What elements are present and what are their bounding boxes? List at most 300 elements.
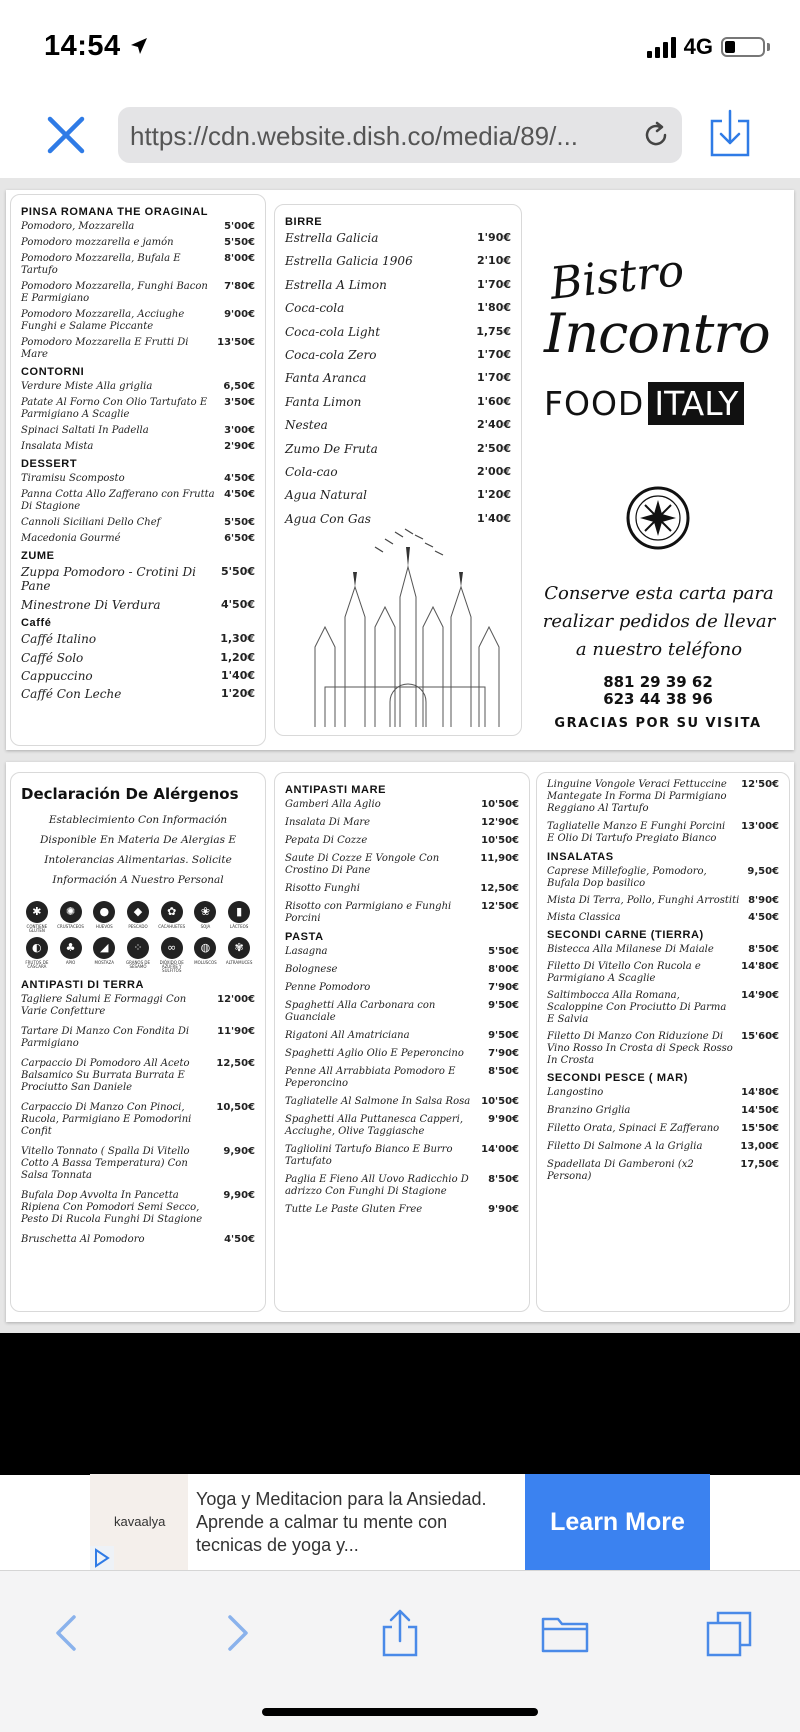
menu-item bbox=[285, 901, 519, 925]
section-title-antipasti-mare: ANTIPASTI MARE bbox=[285, 784, 387, 796]
brand-italy: ITALY bbox=[648, 382, 744, 425]
browser-toolbar bbox=[0, 95, 800, 175]
menu-item bbox=[21, 281, 255, 305]
menu-item-name: Spaghetti Alla Puttanesca Capperi, Acciughe, Olive Taggiasche bbox=[285, 1114, 464, 1137]
menu-item-price: 4'50€ bbox=[221, 597, 255, 611]
files-button[interactable] bbox=[540, 1609, 590, 1657]
menu-item bbox=[285, 465, 511, 479]
menu-item-name: Carpaccio Di Pomodoro All Aceto Balsamico Su Burrata Burrata E Prociutto San Daniele bbox=[21, 1057, 190, 1093]
list-birre bbox=[285, 231, 511, 526]
thanks-note: GRACIAS POR SU VISITA bbox=[554, 716, 762, 731]
close-icon bbox=[44, 113, 88, 157]
status-time: 14:54 bbox=[44, 30, 149, 63]
menu-panel-mare-pasta bbox=[274, 772, 530, 1312]
close-button[interactable] bbox=[44, 113, 88, 157]
learn-more-button[interactable]: Learn More bbox=[525, 1474, 710, 1570]
menu-item bbox=[285, 1174, 519, 1198]
menu-item bbox=[285, 835, 519, 847]
menu-item-name: Bufala Dop Avvolta In Pancetta Ripiena Con Pomodori Semi Secco, Pesto Di Rucola Funghi Di Stagione bbox=[21, 1189, 203, 1225]
menu-item-name: Lasagna bbox=[285, 946, 328, 957]
menu-item-price: 1'20€ bbox=[221, 687, 255, 701]
menu-item-name: Fanta Limon bbox=[285, 394, 362, 409]
menu-item-name: Paglia E Fieno All Uovo Radicchio D adrizzo Con Funghi Di Stagione bbox=[285, 1174, 469, 1197]
menu-item-price: 15'60€ bbox=[741, 1031, 779, 1042]
menu-item-price: 1'40€ bbox=[477, 511, 511, 525]
menu-item bbox=[547, 1031, 779, 1067]
menu-item bbox=[285, 488, 511, 502]
menu-item-name: Verdure Miste Alla griglia bbox=[21, 381, 153, 392]
menu-item bbox=[547, 912, 779, 924]
menu-panel-allergens bbox=[10, 772, 266, 1312]
menu-item-price: 1,30€ bbox=[220, 632, 255, 646]
menu-item bbox=[21, 687, 255, 701]
menu-item-price: 17,50€ bbox=[740, 1159, 779, 1170]
menu-item bbox=[547, 1123, 779, 1135]
menu-item-name: Gamberi Alla Aglio bbox=[285, 799, 381, 810]
menu-item bbox=[21, 517, 255, 529]
menu-item-name: Pomodoro Mozzarella, Acciughe Funghi e Salame Piccante bbox=[21, 309, 185, 332]
menu-item-name: Nestea bbox=[285, 418, 328, 433]
menu-item-name: Pomodoro Mozzarella, Funghi Bacon E Parmigiano bbox=[21, 281, 208, 304]
menu-item bbox=[285, 512, 511, 526]
list-dessert bbox=[21, 473, 255, 545]
menu-item-name: Spadellata Di Gamberoni (x2 Persona) bbox=[547, 1159, 694, 1182]
allergen-soy-icon: ❀ SOJA bbox=[190, 901, 222, 933]
brand-food-italy bbox=[544, 382, 744, 425]
menu-item-price: 3'50€ bbox=[224, 397, 255, 408]
menu-item-price: 3'00€ bbox=[224, 425, 255, 436]
status-bar bbox=[0, 0, 800, 90]
menu-item-name: Estrella A Limon bbox=[285, 277, 387, 292]
list-pinsa bbox=[21, 221, 255, 361]
menu-item bbox=[547, 821, 779, 845]
menu-item bbox=[285, 1048, 519, 1060]
menu-item-price: 14'50€ bbox=[741, 1105, 779, 1116]
brand-script-incontro: Incontro bbox=[544, 302, 770, 365]
menu-item-price: 4'50€ bbox=[224, 473, 255, 484]
menu-item-name: Minestrone Di Verdura bbox=[21, 597, 161, 612]
menu-item-name: Coca-cola bbox=[285, 301, 345, 316]
menu-item-price: 12,50€ bbox=[480, 883, 519, 894]
menu-item bbox=[21, 441, 255, 453]
allergens-text: Establecimiento Con Información Disponible En Materia De Alergias E Intolerancias Alimentarias. Solicite Información A Nuestro Personal bbox=[39, 814, 237, 886]
ad-logo[interactable] bbox=[90, 1474, 188, 1570]
allergen-mustard-icon: ◢ MOSTAZA bbox=[88, 937, 120, 973]
allergen-sulphite-icon: ∞ DIÓXIDO DE AZUFRE Y SULFITOS bbox=[156, 937, 188, 973]
section-title-pasta: PASTA bbox=[285, 931, 324, 943]
menu-item-price: 10,50€ bbox=[216, 1101, 255, 1113]
share-icon bbox=[376, 1609, 424, 1657]
menu-item-name: Tagliolini Tartufo Bianco E Burro Tartufato bbox=[285, 1144, 453, 1167]
back-button[interactable] bbox=[44, 1609, 92, 1657]
menu-item bbox=[285, 1204, 519, 1216]
menu-item-name: Saltimbocca Alla Romana, Scaloppine Con Prociutto Di Parma E Salvia bbox=[547, 990, 727, 1025]
menu-item-name: Pomodoro Mozzarella E Frutti Di Mare bbox=[21, 337, 189, 360]
menu-item-name: Panna Cotta Allo Zafferano con Frutta Di Stagione bbox=[21, 489, 215, 512]
folder-icon bbox=[540, 1609, 590, 1657]
menu-item bbox=[21, 337, 255, 361]
section-title-secondi-carne: SECONDI CARNE (TIERRA) bbox=[547, 929, 704, 941]
section-title-antipasti-terra: ANTIPASTI DI TERRA bbox=[21, 978, 145, 991]
menu-item-price: 8'50€ bbox=[488, 1066, 519, 1077]
menu-item-price: 8'50€ bbox=[488, 1174, 519, 1185]
takeaway-note: Conserve esta carta para realizar pedidos de llevar a nuestro teléfono bbox=[542, 583, 776, 660]
menu-item-price: 1'90€ bbox=[477, 231, 511, 244]
menu-item-price: 13'50€ bbox=[217, 337, 255, 348]
menu-item-name: Risotto con Parmigiano e Funghi Porcini bbox=[285, 901, 452, 924]
menu-item bbox=[21, 1026, 255, 1050]
menu-item-price: 6,50€ bbox=[223, 381, 255, 392]
menu-item-price: 1'80€ bbox=[477, 301, 511, 315]
document-viewer[interactable] bbox=[0, 178, 800, 1333]
menu-item-price: 11'90€ bbox=[217, 1025, 255, 1037]
menu-item-price: 5'50€ bbox=[224, 237, 255, 248]
section-title-zume: ZUME bbox=[21, 550, 55, 562]
menu-item-price: 9'50€ bbox=[488, 1030, 519, 1041]
list-secondi-pesce bbox=[547, 1087, 779, 1183]
download-icon bbox=[708, 107, 752, 159]
menu-item-price: 9'00€ bbox=[224, 309, 255, 320]
section-title-contorni: CONTORNI bbox=[21, 366, 85, 378]
signal-icon bbox=[647, 36, 676, 58]
menu-item bbox=[21, 632, 255, 646]
menu-item-name: Cannoli Siciliani Dello Chef bbox=[21, 517, 161, 528]
menu-item-price: 1,75€ bbox=[476, 324, 511, 338]
menu-item-name: Pomodoro mozzarella e jamón bbox=[21, 237, 174, 248]
menu-item-name: Spinaci Saltati In Padella bbox=[21, 425, 149, 436]
menu-item-price: 13'00€ bbox=[741, 821, 779, 832]
menu-item-price: 14'00€ bbox=[481, 1144, 519, 1155]
brand-panel bbox=[530, 194, 786, 746]
menu-item bbox=[547, 961, 779, 985]
menu-item bbox=[285, 301, 511, 315]
menu-item bbox=[547, 1159, 779, 1183]
menu-item-price: 12'50€ bbox=[481, 901, 519, 912]
menu-item-price: 10'50€ bbox=[481, 799, 519, 810]
menu-item-name: Cappuccino bbox=[21, 668, 93, 683]
menu-item bbox=[285, 231, 511, 245]
menu-item-name: Caffé Solo bbox=[21, 650, 84, 665]
menu-item bbox=[21, 237, 255, 249]
menu-panel-secondi bbox=[536, 772, 790, 1312]
allergen-sesame-icon: ⁘ GRANOS DE SÉSAMO bbox=[122, 937, 154, 973]
menu-item-price: 12'90€ bbox=[481, 817, 519, 828]
tabs-button[interactable] bbox=[704, 1609, 756, 1657]
menu-item bbox=[21, 221, 255, 233]
download-button[interactable] bbox=[708, 107, 752, 159]
menu-page-1 bbox=[6, 190, 794, 750]
section-title-dessert: DESSERT bbox=[21, 458, 78, 470]
menu-item-price: 1'20€ bbox=[477, 488, 511, 502]
menu-item bbox=[21, 1234, 255, 1246]
adchoices-icon[interactable] bbox=[90, 1546, 114, 1570]
menu-item-name: Linguine Vongole Veraci Fettuccine Mantegate In Forma Di Parmigiano Reggiano Al Tartufo bbox=[547, 779, 727, 814]
menu-item bbox=[547, 866, 779, 890]
menu-item-name: Risotto Funghi bbox=[285, 883, 360, 894]
menu-item-name: Tagliere Salumi E Formaggi Con Varie Confetture bbox=[21, 993, 187, 1017]
menu-item-name: Caffé Con Leche bbox=[21, 687, 122, 702]
section-title-secondi-pesce: SECONDI PESCE ( MAR) bbox=[547, 1072, 688, 1084]
battery-icon bbox=[721, 37, 765, 57]
menu-item-name: Caprese Millefoglie, Pomodoro, Bufala Dop basilico bbox=[547, 866, 707, 889]
menu-item-price: 1'60€ bbox=[477, 394, 511, 408]
url-field[interactable] bbox=[118, 107, 682, 163]
allergen-gluten-icon: ✱ CONTIENE GLUTEN bbox=[21, 901, 53, 933]
menu-item-price: 5'50€ bbox=[488, 946, 519, 957]
section-title-pinsa: PINSA ROMANA THE ORAGINAL bbox=[21, 206, 209, 218]
list-specials bbox=[547, 779, 779, 845]
menu-item-name: Coca-cola Zero bbox=[285, 347, 377, 362]
allergen-mollusc-icon: ◍ MOLUSCOS bbox=[190, 937, 222, 973]
menu-item-name: Caffé Italino bbox=[21, 632, 97, 647]
milan-cathedral-illustration bbox=[305, 527, 505, 727]
menu-item bbox=[285, 853, 519, 877]
allergen-icons-grid bbox=[21, 901, 255, 973]
menu-item-name: Filetto Di Salmone A la Griglia bbox=[547, 1141, 703, 1152]
location-arrow-icon bbox=[129, 36, 149, 56]
list-contorni bbox=[21, 381, 255, 453]
menu-item bbox=[21, 994, 255, 1018]
menu-item-price: 1'40€ bbox=[221, 668, 255, 682]
menu-item-name: Penne All Arrabbiata Pomodoro E Peperoncino bbox=[285, 1066, 456, 1089]
ad-text[interactable]: Yoga y Meditacion para la Ansiedad. Aprende a calmar tu mente con tecnicas de yoga y... bbox=[196, 1489, 487, 1556]
menu-item bbox=[21, 425, 255, 437]
menu-item-price: 2'90€ bbox=[224, 441, 255, 452]
menu-item-price: 2'50€ bbox=[477, 441, 511, 455]
menu-item-price: 13,00€ bbox=[740, 1141, 779, 1152]
menu-item-name: Tutte Le Paste Gluten Free bbox=[285, 1204, 423, 1215]
url-text: https://cdn.website.dish.co/media/89/... bbox=[130, 121, 579, 151]
ad-brand: kavaalya bbox=[114, 1514, 166, 1529]
menu-item-name: Fanta Aranca bbox=[285, 371, 367, 386]
allergen-milk-icon: ▮ LÁCTEOS bbox=[223, 901, 255, 933]
menu-item-price: 15'50€ bbox=[741, 1123, 779, 1134]
menu-item-name: Rigatoni All Amatriciana bbox=[285, 1030, 410, 1041]
menu-item bbox=[285, 982, 519, 994]
menu-item-price: 6'50€ bbox=[224, 533, 255, 544]
battery-tip bbox=[767, 43, 770, 51]
menu-item-name: Spaghetti Alla Carbonara con Guanciale bbox=[285, 1000, 436, 1023]
allergen-celery-icon: ♣ APIO bbox=[55, 937, 87, 973]
menu-item-price: 9'90€ bbox=[488, 1114, 519, 1125]
menu-item-price: 9,90€ bbox=[223, 1189, 255, 1201]
reload-button[interactable] bbox=[640, 119, 672, 151]
menu-item bbox=[285, 1030, 519, 1042]
menu-item-price: 8'90€ bbox=[748, 895, 779, 906]
menu-item bbox=[21, 565, 255, 594]
menu-item bbox=[21, 669, 255, 683]
menu-item-name: Mista Classica bbox=[547, 912, 621, 923]
menu-item bbox=[21, 1190, 255, 1226]
menu-item-price: 1'70€ bbox=[477, 371, 511, 385]
allergen-crustacean-icon: ✺ CRUSTACEOS bbox=[55, 901, 87, 933]
menu-item-name: Penne Pomodoro bbox=[285, 982, 371, 993]
allergen-lupin-icon: ✾ ALTRAMUCES bbox=[223, 937, 255, 973]
viewer-background bbox=[0, 1333, 800, 1475]
menu-item bbox=[21, 397, 255, 421]
menu-item-price: 12,50€ bbox=[216, 1057, 255, 1069]
menu-item bbox=[547, 1105, 779, 1117]
menu-item-name: Bruschetta Al Pomodoro bbox=[21, 1233, 145, 1245]
section-title-birre: BIRRE bbox=[285, 216, 323, 228]
menu-item-price: 5'50€ bbox=[221, 565, 255, 578]
menu-item bbox=[21, 1146, 255, 1182]
menu-item-price: 1,20€ bbox=[220, 650, 255, 664]
menu-item-price: 7'90€ bbox=[488, 1048, 519, 1059]
menu-item bbox=[285, 1066, 519, 1090]
menu-item-name: Vitello Tonnato ( Spalla Di Vitello Cotto A Bassa Temperatura) Con Salsa Tonnata bbox=[21, 1145, 190, 1181]
menu-item-price: 9'50€ bbox=[488, 1000, 519, 1011]
menu-item-name: Pomodoro Mozzarella, Bufala E Tartufo bbox=[21, 253, 181, 276]
menu-page-2 bbox=[6, 762, 794, 1322]
menu-item bbox=[285, 1096, 519, 1108]
menu-item-price: 14'80€ bbox=[741, 961, 779, 972]
menu-item bbox=[285, 817, 519, 829]
menu-item-name: Zuppa Pomodoro - Crotini Di Pane bbox=[21, 565, 197, 594]
menu-item-name: Estrella Galicia 1906 bbox=[285, 254, 413, 269]
menu-item-name: Tartare Di Manzo Con Fondita Di Parmigiano bbox=[21, 1025, 190, 1049]
network-type: 4G bbox=[683, 34, 713, 59]
menu-item bbox=[547, 779, 779, 815]
menu-item-price: 12'00€ bbox=[217, 993, 255, 1005]
allergen-fish-icon: ◆ PESCADO bbox=[122, 901, 154, 933]
menu-item-name: Mista Di Terra, Pollo, Funghi Arrostiti bbox=[547, 895, 740, 906]
menu-item bbox=[21, 489, 255, 513]
menu-item-name: Agua Con Gas bbox=[285, 511, 371, 526]
menu-item-price: 4'50€ bbox=[224, 1233, 255, 1245]
menu-item-name: Insalata Di Mare bbox=[285, 817, 371, 828]
list-antipasti-terra bbox=[21, 994, 255, 1246]
menu-item bbox=[285, 799, 519, 811]
menu-item bbox=[285, 371, 511, 385]
menu-item-price: 12'50€ bbox=[741, 779, 779, 790]
menu-item-price: 4'50€ bbox=[224, 489, 255, 500]
menu-item-name: Branzino Griglia bbox=[547, 1105, 631, 1116]
allergens-title: Declaración De Alérgenos bbox=[21, 785, 239, 803]
menu-item bbox=[547, 1087, 779, 1099]
phone-numbers bbox=[530, 674, 786, 709]
menu-item-name: Tagliatelle Manzo E Funghi Porcini E Olio Di Tartufo Pregiato Bianco bbox=[547, 821, 726, 844]
menu-item-name: Zumo De Fruta bbox=[285, 441, 378, 456]
menu-item-name: Tiramisu Scomposto bbox=[21, 473, 125, 484]
menu-item bbox=[285, 278, 511, 292]
menu-item bbox=[285, 418, 511, 432]
menu-item-price: 10'50€ bbox=[481, 1096, 519, 1107]
menu-item bbox=[21, 253, 255, 277]
seal-logo-icon bbox=[626, 486, 690, 550]
menu-item bbox=[21, 598, 255, 612]
menu-item-price: 8'00€ bbox=[488, 964, 519, 975]
reload-icon bbox=[640, 119, 672, 151]
menu-item-price: 10'50€ bbox=[481, 835, 519, 846]
list-secondi-carne bbox=[547, 944, 779, 1067]
menu-item-name: Saute Di Cozze E Vongole Con Crostino Di Pane bbox=[285, 853, 440, 876]
menu-item-name: Macedonia Gourmé bbox=[21, 533, 121, 544]
menu-item-price: 5'00€ bbox=[224, 221, 255, 232]
menu-item-name: Carpaccio Di Manzo Con Pinoci, Rucola, Parmigiano E Pomodorini Confit bbox=[21, 1101, 192, 1137]
chevron-left-icon bbox=[44, 1609, 92, 1657]
allergen-nuts-icon: ◐ FRUTOS DE CÁSCARA bbox=[21, 937, 53, 973]
menu-item-price: 9'90€ bbox=[488, 1204, 519, 1215]
menu-item-price: 14'80€ bbox=[741, 1087, 779, 1098]
menu-item-name: Estrella Galicia bbox=[285, 231, 379, 245]
menu-item-price: 7'80€ bbox=[224, 281, 255, 292]
list-zume bbox=[21, 565, 255, 612]
brand-food: FOOD bbox=[544, 384, 645, 423]
menu-item-name: Patate Al Forno Con Olio Tartufato E Parmigiano A Scaglie bbox=[21, 397, 208, 420]
menu-item-price: 5'50€ bbox=[224, 517, 255, 528]
brand-script-bistro: Bistro bbox=[547, 245, 687, 310]
section-title-insalate: INSALATAS bbox=[547, 851, 614, 863]
menu-item-name: Bistecca Alla Milanese Di Maiale bbox=[547, 944, 714, 955]
menu-item bbox=[285, 946, 519, 958]
menu-item-name: Pomodoro, Mozzarella bbox=[21, 221, 135, 232]
forward-button[interactable] bbox=[212, 1609, 260, 1657]
menu-item bbox=[285, 1000, 519, 1024]
list-antipasti-mare bbox=[285, 799, 519, 925]
share-button[interactable] bbox=[376, 1609, 424, 1657]
menu-item-name: Coca-cola Light bbox=[285, 324, 381, 339]
menu-item-name: Agua Natural bbox=[285, 488, 367, 503]
menu-item-name: Tagliatelle Al Salmone In Salsa Rosa bbox=[285, 1096, 471, 1107]
menu-item bbox=[21, 533, 255, 545]
list-insalate bbox=[547, 866, 779, 924]
menu-item bbox=[547, 895, 779, 907]
ad-banner[interactable] bbox=[90, 1474, 710, 1570]
list-caffe bbox=[21, 632, 255, 702]
menu-item-price: 2'10€ bbox=[477, 254, 511, 268]
menu-item-name: Insalata Mista bbox=[21, 441, 94, 452]
menu-item bbox=[21, 1058, 255, 1094]
menu-item bbox=[285, 348, 511, 362]
menu-item-name: Filetto Di Manzo Con Riduzione Di Vino Rosso In Crosta di Speck Rosso In Crosta bbox=[547, 1031, 733, 1066]
menu-item-price: 7'90€ bbox=[488, 982, 519, 993]
menu-item bbox=[547, 1141, 779, 1153]
menu-item-price: 2'00€ bbox=[477, 464, 511, 478]
menu-item bbox=[285, 254, 511, 268]
menu-item-price: 2'40€ bbox=[477, 418, 511, 432]
section-title-caffe: Caffé bbox=[21, 617, 52, 630]
menu-item-name: Pepata Di Cozze bbox=[285, 835, 368, 846]
list-pasta bbox=[285, 946, 519, 1216]
menu-item bbox=[285, 1114, 519, 1138]
menu-item bbox=[285, 325, 511, 339]
menu-item bbox=[285, 395, 511, 409]
menu-item-price: 8'00€ bbox=[224, 253, 255, 264]
menu-item bbox=[285, 442, 511, 456]
menu-item-price: 9,50€ bbox=[747, 866, 779, 877]
allergen-peanut-icon: ✿ CACAHUETES bbox=[156, 901, 188, 933]
menu-item bbox=[21, 381, 255, 393]
menu-item bbox=[285, 883, 519, 895]
menu-item bbox=[21, 473, 255, 485]
menu-item-name: Spaghetti Aglio Olio E Peperoncino bbox=[285, 1048, 464, 1059]
menu-panel-pinsa bbox=[10, 194, 266, 746]
menu-panel-birre bbox=[274, 204, 522, 736]
menu-item-price: 4'50€ bbox=[748, 912, 779, 923]
menu-item-name: Bolognese bbox=[285, 964, 338, 975]
menu-item-name: Cola-cao bbox=[285, 464, 338, 479]
menu-item bbox=[285, 1144, 519, 1168]
menu-item-price: 9,90€ bbox=[223, 1145, 255, 1157]
menu-item-price: 1'70€ bbox=[477, 347, 511, 361]
chevron-right-icon bbox=[212, 1609, 260, 1657]
phone-1: 881 29 39 62 bbox=[603, 673, 713, 691]
menu-item-price: 1'70€ bbox=[477, 277, 511, 291]
menu-item-price: 14'90€ bbox=[741, 990, 779, 1001]
menu-item bbox=[285, 964, 519, 976]
allergen-egg-icon: ● HUEVOS bbox=[88, 901, 120, 933]
